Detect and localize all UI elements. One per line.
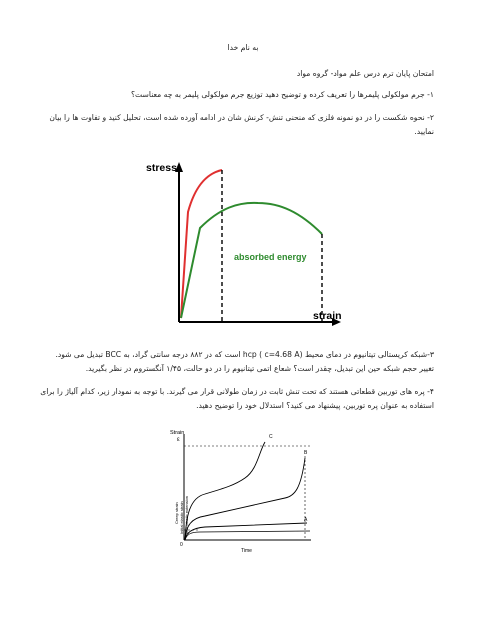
question-3-line-1: ۳-شبکه کریستالی تیتانیوم در دمای محیط hcp ( c=4.68 A) است که در ۸۸۲ درجه سانتی گراد، به BCC تبدیل می شود.: [55, 350, 434, 359]
exam-title: امتحان پایان ترم درس علم مواد- گروه مواد: [296, 69, 434, 78]
creep-curve-b: [185, 458, 305, 540]
creep-epsilon-label: ε: [177, 437, 180, 443]
header-bismillah: به نام خدا: [227, 43, 259, 52]
stress-strain-chart: [140, 150, 350, 330]
question-2-line-2: نمایید.: [414, 127, 434, 136]
creep-curve-initial: [185, 531, 310, 540]
strain-label: strain: [313, 310, 342, 322]
creep-curve-c-label: C: [269, 434, 273, 440]
creep-strain-vertical-label: Creep strain: [174, 502, 179, 524]
question-4-line-2: استفاده به عنوان پره توربین، پیشنهاد می کنید؟ استدلال خود را توضیح دهید.: [196, 401, 434, 410]
creep-curve-b-label: B: [304, 450, 308, 456]
creep-time-label: Time: [241, 548, 252, 553]
absorbed-energy-label: absorbed energy: [234, 252, 307, 262]
question-3-line-2: تغییر حجم شبکه حین این تبدیل، چقدر است؟ شعاع اتمی تیتانیوم را در دو حالت، ۱/۴۵ آنگستروم در نظر بگیرید.: [85, 364, 434, 373]
question-1: ۱- جرم مولکولی پلیمرها را تعریف کرده و توضیح دهید توزیع جرم مولکولی پلیمر به چه معناست؟: [131, 90, 434, 99]
brittle-curve: [181, 170, 222, 318]
question-4-line-1: ۴- پره های توربین قطعاتی هستند که تحت تنش ثابت در زمان طولانی قرار می گیرند. با توجه به نمودار زیر، کدام آلیاژ را برای: [40, 387, 434, 396]
question-2-line-1: ۲- نحوه شکست را در دو نمونه فلزی که منحنی تنش- کرنش شان در ادامه آورده شده است، تحلیل کنید و تفاوت ها را بیان: [49, 113, 434, 122]
creep-origin-label: 0: [180, 542, 183, 548]
creep-strain-label: Strain: [170, 430, 185, 436]
stress-label: stress: [146, 162, 177, 174]
plastic-extension-label: plus plastic extension: [184, 495, 189, 534]
initial-elastic-strain-label: Initial elastic strain: [179, 501, 184, 534]
creep-curve-chart: [165, 428, 315, 553]
creep-curve-a-label: A: [304, 517, 308, 523]
